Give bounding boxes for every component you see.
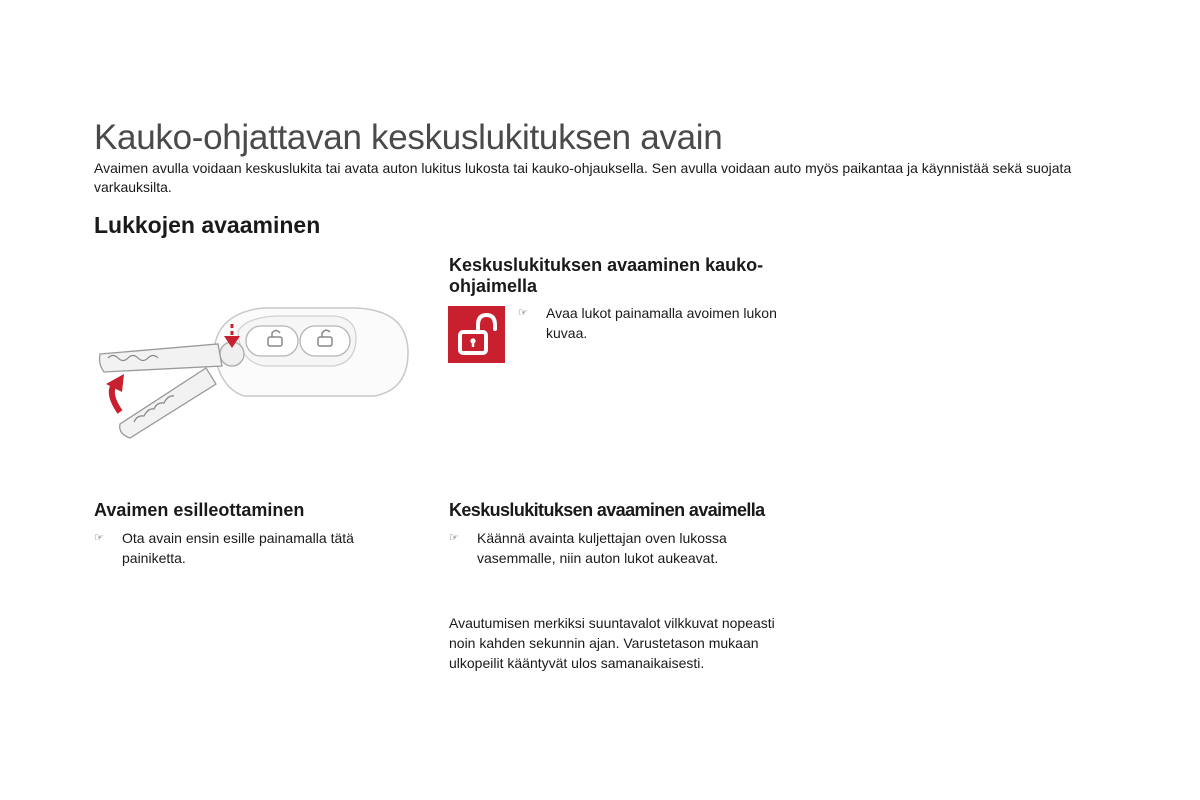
key-unlock-text: Käännä avainta kuljettajan oven lukossa vasemmalle, niin auton lukot aukeavat. — [477, 530, 727, 566]
remote-unlock-text: Avaa lukot painamalla avoimen lukon kuvaa. — [546, 305, 777, 341]
remove-key-heading: Avaimen esilleottaminen — [94, 500, 305, 520]
remove-key-text: Ota avain ensin esille painamalla tätä painiketta. — [122, 530, 354, 566]
remote-unlock-heading: Keskuslukituksen avaaminen kauko-ohjaimella — [449, 255, 764, 296]
intro-paragraph: Avaimen avulla voidaan keskuslukita tai avata auton lukitus lukosta tai kauko-ohjauksella. Sen avulla voidaan auto myös paikantaa ja käynnistää sekä suojata varkauksilta. — [94, 160, 1072, 195]
key-unlock-heading: Keskuslukituksen avaaminen avaimella — [449, 500, 765, 520]
key-unlock-instruction — [449, 528, 769, 568]
unlock-padlock-icon — [448, 306, 505, 363]
remote-unlock-instruction — [518, 303, 778, 343]
page-title: Kauko-ohjattavan keskuslukituksen avain — [94, 118, 723, 157]
section-heading: Lukkojen avaaminen — [94, 212, 321, 238]
bullet-icon: ☞ — [449, 532, 459, 544]
bullet-icon: ☞ — [94, 532, 104, 544]
bullet-icon: ☞ — [518, 307, 528, 319]
flip-key-icon — [94, 292, 414, 444]
unlock-note: Avautumisen merkiksi suuntavalot vilkkuvat nopeasti noin kahden sekunnin ajan. Varustetason mukaan ulkopeilit kääntyvät ulos samanaikaisesti. — [449, 615, 775, 671]
remove-key-instruction — [94, 528, 394, 568]
